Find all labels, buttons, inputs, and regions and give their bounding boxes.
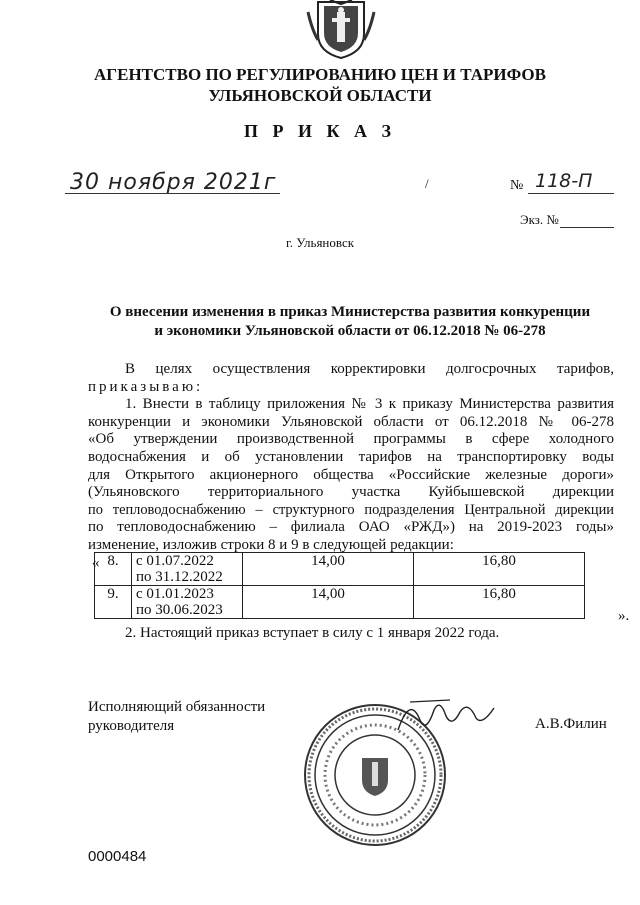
tariff-value-1: 14,00 <box>243 586 414 619</box>
paragraph-1-line: конкуренции и экономики Ульяновской области от 06.12.2018 № 06-278 <box>88 413 614 430</box>
paragraph-1-last: изменение, изложив строки 8 и 9 в следующей редакции: <box>88 536 454 553</box>
row-number: 8. <box>95 553 132 586</box>
table-row <box>95 586 585 619</box>
subject-line1: О внесении изменения в приказ Министерства развития конкуренции <box>109 304 591 320</box>
paragraph-1-line: по тепловодоснабжению – структурного подразделения Центральной дирекции <box>88 501 614 518</box>
agency-name-line1: АГЕНТСТВО ПО РЕГУЛИРОВАНИЮ ЦЕН И ТАРИФОВ <box>94 65 546 84</box>
date-underline <box>65 193 280 194</box>
period-cell <box>132 553 243 586</box>
paragraph-1-line: для Открытого акционерного общества «Российские железные дороги» <box>88 466 614 483</box>
period-from: с 01.01.2023 <box>136 586 214 602</box>
order-number: 118-П <box>535 170 593 192</box>
number-underline <box>528 193 614 194</box>
quote-open: « <box>92 555 100 571</box>
table-row <box>95 553 585 586</box>
agency-name-line2: УЛЬЯНОВСКОЙ ОБЛАСТИ <box>208 86 432 105</box>
order-body <box>88 361 614 555</box>
period-from: с 01.07.2022 <box>136 553 214 569</box>
paragraph-1-line: «Об утверждении производственной программы в сфере холодного <box>88 431 614 448</box>
copy-number-label: Экз. № <box>520 212 559 227</box>
position-line2: руководителя <box>88 718 175 734</box>
order-subject <box>90 303 610 341</box>
period-cell <box>132 586 243 619</box>
document-type-title: П Р И К А З <box>243 121 397 141</box>
signatory-position <box>88 698 265 736</box>
quote-close: ». <box>618 608 630 624</box>
paragraph-2 <box>88 625 614 643</box>
period-to: по 31.12.2022 <box>136 569 223 585</box>
tariff-value-2: 16,80 <box>414 553 585 586</box>
preamble: В целях осуществления корректировки долгосрочных тарифов, <box>125 361 614 377</box>
position-line1: Исполняющий обязанности <box>88 699 266 715</box>
city: г. Ульяновск <box>285 235 355 250</box>
paragraph-1-line: 1. Внести в таблицу приложения № 3 к приказу Министерства развития <box>125 396 614 413</box>
signatory-name: А.В.Филин <box>535 716 607 732</box>
tariff-value-1: 14,00 <box>243 553 414 586</box>
order-date: 30 ноября 2021г <box>70 170 277 195</box>
paragraph-1-line: (Ульяновского территориального участка Куйбышевской дирекции <box>88 484 614 501</box>
order-word: приказываю: <box>88 378 204 395</box>
period-to: по 30.06.2023 <box>136 602 223 618</box>
copy-number-underline <box>560 227 614 228</box>
paragraph-2-text: 2. Настоящий приказ вступает в силу с 1 января 2022 года. <box>125 625 500 641</box>
serial-number: 0000484 <box>88 848 147 865</box>
date-separator: / <box>425 176 429 191</box>
tariff-value-2: 16,80 <box>414 586 585 619</box>
order-number-label: № <box>510 178 524 193</box>
paragraph-1-line: водоснабжения и об установлении тарифов на транспортировку воды <box>88 448 614 465</box>
paragraph-1-line: по тепловодоснабжению – филиала ОАО «РЖД») на 2019-2023 годы» <box>88 519 614 536</box>
subject-line2: и экономики Ульяновской области от 06.12.2018 № 06-278 <box>154 323 546 339</box>
coat-of-arms-emblem <box>304 0 378 60</box>
handwritten-signature <box>390 690 500 740</box>
tariff-table <box>94 552 585 619</box>
row-number: 9. <box>95 586 132 619</box>
